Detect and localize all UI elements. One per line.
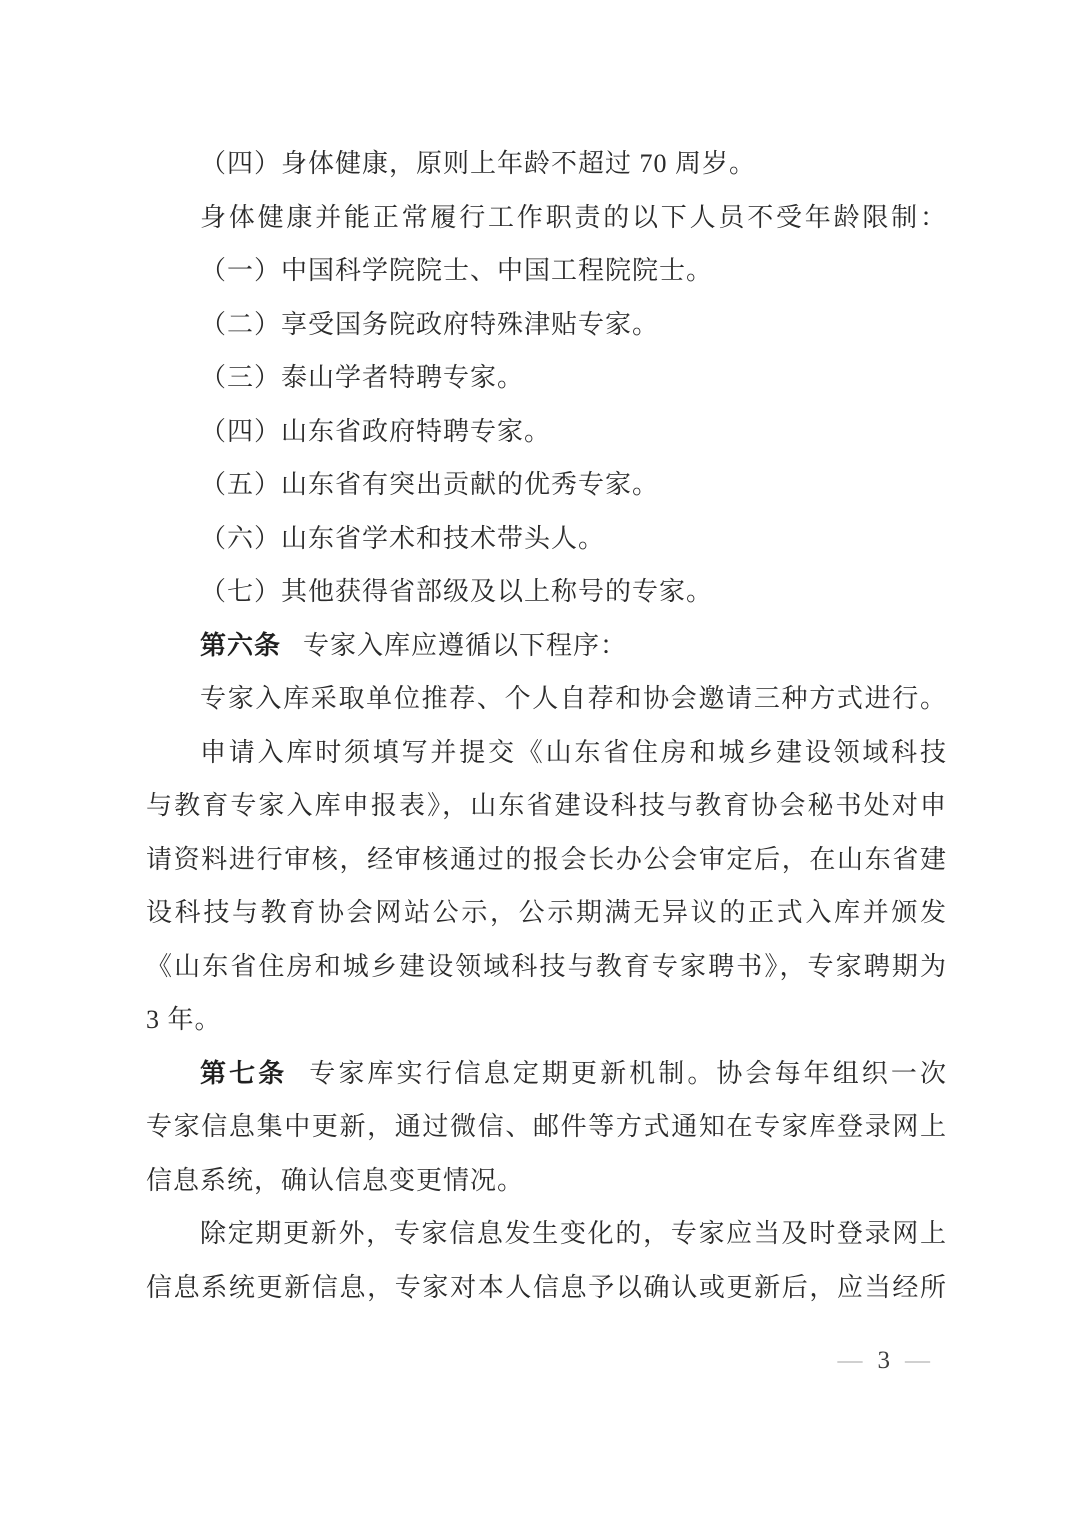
text-line-article-seven (146, 1047, 946, 1101)
text-line: （一）中国科学院院士、中国工程院院士。 (200, 256, 714, 285)
text-line: 与教育专家入库申报表》，山东省建设科技与教育协会秘书处对申 (146, 791, 946, 820)
article-seven-text: 专家库实行信息定期更新机制。协会每年组织一次 (309, 1058, 946, 1088)
page-number: 3 (877, 1347, 890, 1374)
article-seven-label: 第七条 (200, 1058, 288, 1088)
text-line: （六）山东省学术和技术带头人。 (200, 523, 606, 553)
text-line: 申请入库时须填写并提交《山东省住房和城乡建设领域科技 (200, 737, 946, 767)
text-line: （四）身体健康，原则上年龄不超过 70 周岁。 (200, 149, 757, 178)
text-line: 专家信息集中更新，通过微信、邮件等方式通知在专家库登录网上 (146, 1112, 946, 1141)
page-footer (838, 1346, 931, 1376)
text-line: 《山东省住房和城乡建设领域科技与教育专家聘书》，专家聘期为 (146, 951, 946, 981)
text-line: （二）享受国务院政府特殊津贴专家。 (200, 309, 660, 339)
text-line: 请资料进行审核，经审核通过的报会长办公会审定后，在山东省建 (146, 844, 946, 874)
text-line: 信息系统，确认信息变更情况。 (146, 1165, 525, 1195)
text-line: 身体健康并能正常履行工作职责的以下人员不受年龄限制： (200, 202, 946, 232)
text-line: 信息系统更新信息，专家对本人信息予以确认或更新后，应当经所 (146, 1272, 946, 1302)
footer-left-dash: — (837, 1349, 863, 1372)
article-six-label: 第六条 (200, 630, 282, 660)
text-line: （四）山东省政府特聘专家。 (200, 416, 552, 446)
footer-right-dash: — (905, 1349, 930, 1372)
text-line: 设科技与教育协会网站公示，公示期满无异议的正式入库并颁发 (146, 898, 946, 927)
article-six-text: 专家入库应遵循以下程序： (303, 630, 628, 660)
text-line: （三）泰山学者特聘专家。 (200, 363, 525, 392)
text-line: 3 年。 (146, 1005, 222, 1034)
text-line: （五）山东省有突出贡献的优秀专家。 (200, 470, 660, 499)
text-line: 专家入库采取单位推荐、个人自荐和协会邀请三种方式进行。 (200, 684, 946, 713)
text-line: （七）其他获得省部级及以上称号的专家。 (200, 577, 714, 606)
document-body (146, 137, 946, 1314)
text-line-article-six (146, 619, 946, 673)
text-line: 除定期更新外，专家信息发生变化的，专家应当及时登录网上 (200, 1219, 946, 1248)
